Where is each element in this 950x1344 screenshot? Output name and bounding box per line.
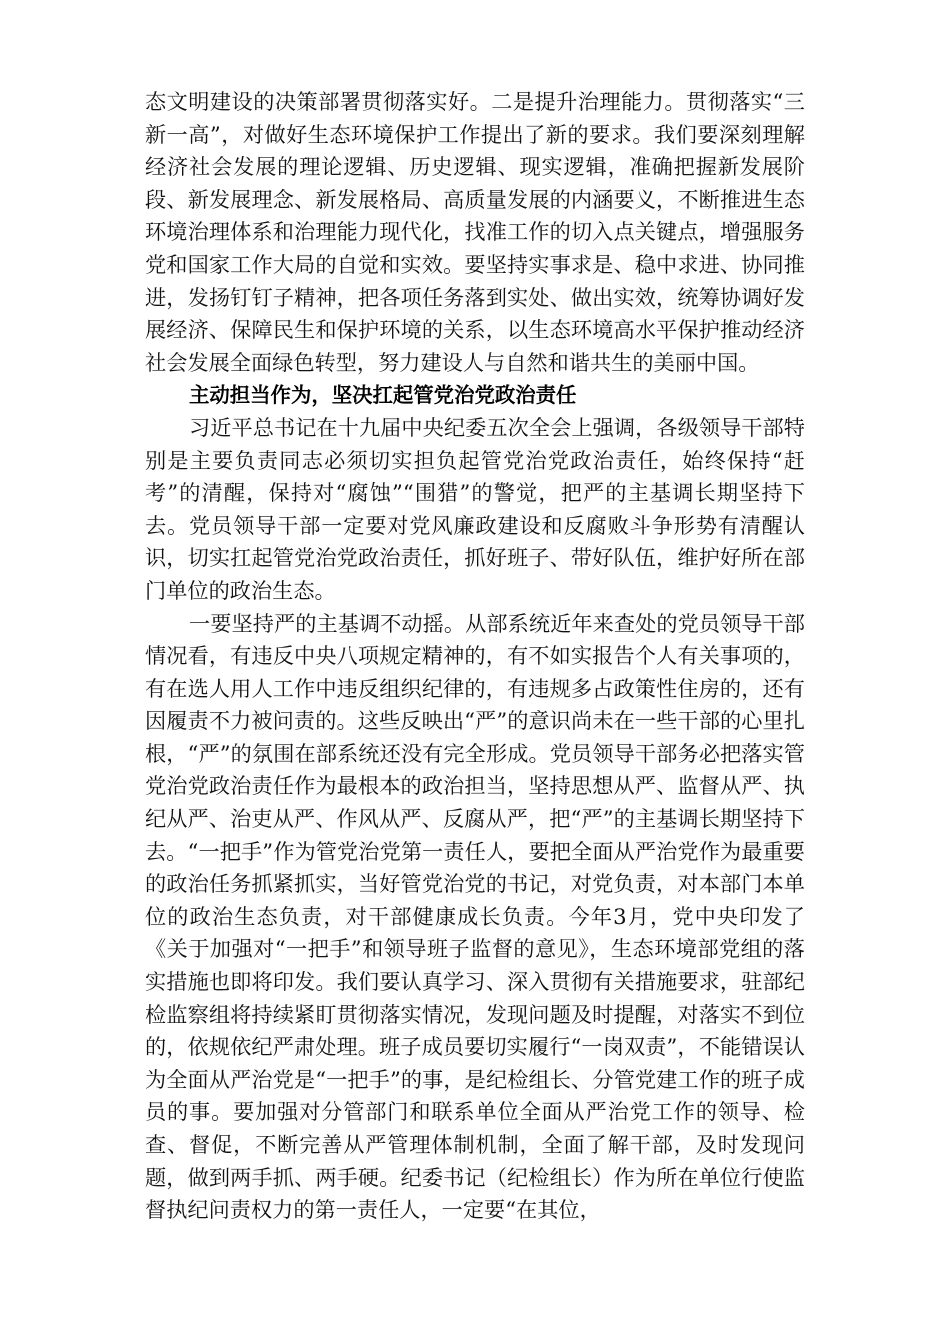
paragraph-strict-tone: 一要坚持严的主基调不动摇。从部系统近年来查处的党员领导干部情况看，有违反中央八项规定精神的，有不如实报告个人有关事项的，有在选人用人工作中违反组织纪律的，有违规多占政策性住房的，还有因履责不力被问责的。这些反映出“严”的意识尚未在一些干部的心里扎根，“严”的氛围在部系统还没有完全形成。党员领导干部务必把落实管党治党政治责任作为最根本的政治担当，坚持思想从严、监督从严、执纪从严、治吏从严、作风从严、反腐从严，把“严”的主基调长期坚持下去。“一把手”作为管党治党第一责任人，要把全面从严治党作为最重要的政治任务抓紧抓实，当好管党治党的书记，对党负责，对本部门本单位的政治生态负责，对干部健康成长负责。今年3月，党中央印发了《关于加强对“一把手”和领导班子监督的意见》，生态环境部党组的落实措施也即将印发。我们要认真学习、深入贯彻有关措施要求，驻部纪检监察组将持续紧盯贯彻落实情况，发现问题及时提醒，对落实不到位的，依规依纪严肃处理。班子成员要切实履行“一岗双责”，不能错误认为全面从严治党是“一把手”的事，是纪检组长、分管党建工作的班子成员的事。要加强对分管部门和联系单位全面从严治党工作的领导、检查、督促，不断完善从严管理体制机制，全面了解干部，及时发现问题，做到两手抓、两手硬。纪委书记（纪检组长）作为所在单位行使监督执纪问责权力的第一责任人，一定要“在其位， [145,610,805,1223]
section-heading: 主动担当作为，坚决扛起管党治党政治责任 [189,383,577,408]
document-body [145,86,805,1227]
paragraph-political-responsibility: 习近平总书记在十九届中央纪委五次全会上强调，各级领导干部特别是主要负责同志必须切实担负起管党治党政治责任，始终保持“赶考”的清醒，保持对“腐蚀”“围猎”的警觉，把严的主基调长期坚持下去。党员领导干部一定要对党风廉政建设和反腐败斗争形势有清醒认识，切实扛起管党治党政治责任，抓好班子、带好队伍，维护好所在部门单位的政治生态。 [145,414,805,603]
paragraph-ecological-governance: 态文明建设的决策部署贯彻落实好。二是提升治理能力。贯彻落实“三新一高”，对做好生态环境保护工作提出了新的要求。我们要深刻理解经济社会发展的理论逻辑、历史逻辑、现实逻辑，准确把握新发展阶段、新发展理念、新发展格局、高质量发展的内涵要义，不断推进生态环境治理体系和治理能力现代化，找准工作的切入点关键点，增强服务党和国家工作大局的自觉和实效。要坚持实事求是、稳中求进、协同推进，发扬钉钉子精神，把各项任务落到实处、做出实效，统筹协调好发展经济、保障民生和保护环境的关系，以生态环境高水平保护推动经济社会发展全面绿色转型，努力建设人与自然和谐共生的美丽中国。 [145,89,805,375]
